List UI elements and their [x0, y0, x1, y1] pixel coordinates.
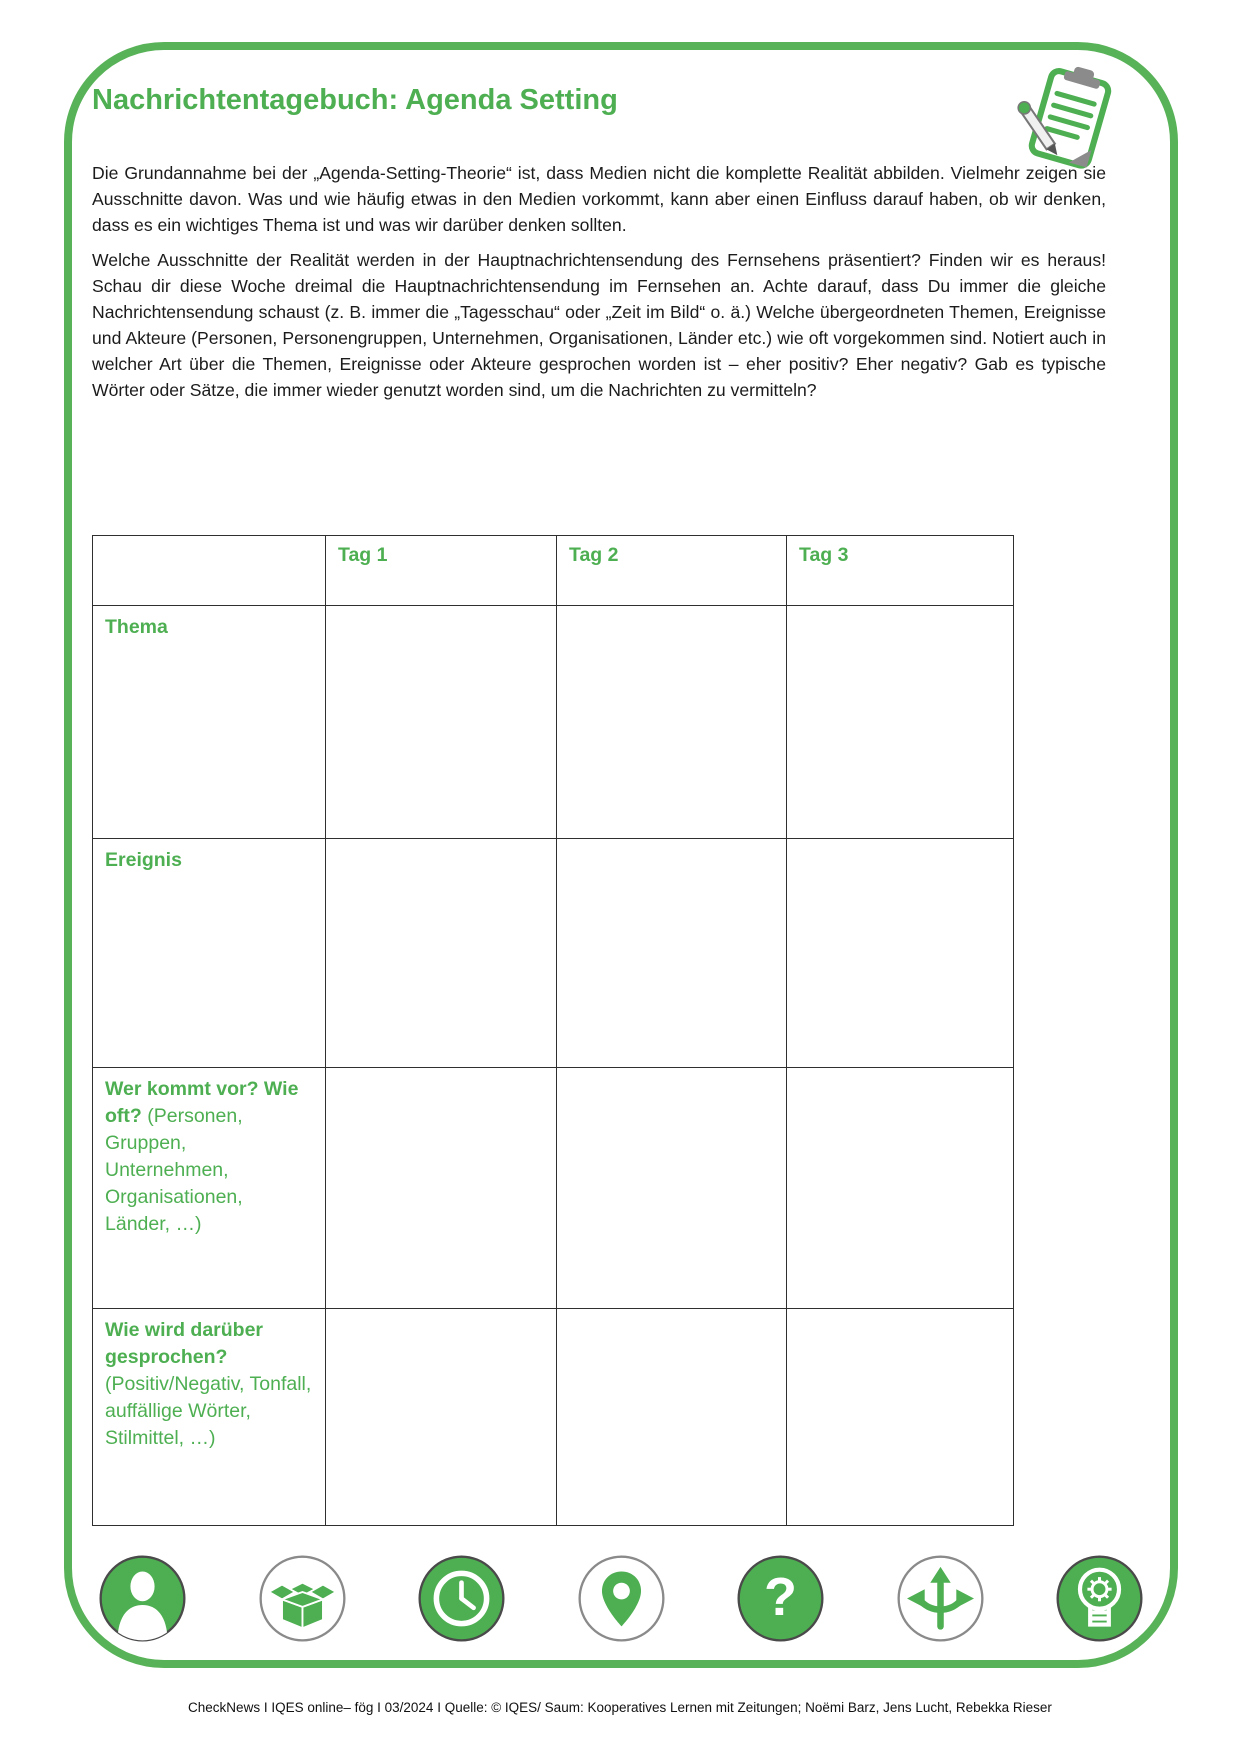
bottom-icon-row: [96, 1551, 1146, 1646]
direction-arrows-icon: [894, 1552, 987, 1645]
table-row: [93, 606, 1014, 839]
news-diary-table: [92, 535, 1014, 1526]
entry-cell-ereignis-tag3: [787, 839, 1014, 1068]
column-header-tag3: Tag 3: [787, 536, 1014, 606]
row-label-wie-gesprochen: Wie wird darüber gesprochen? (Positiv/Negativ, Tonfall, auffällige Wörter, Stilmittel, …): [93, 1309, 326, 1526]
row-label-wer-kommt-vor: Wer kommt vor? Wie oft? (Personen, Gruppen, Unternehmen, Organisationen, Länder, …): [93, 1068, 326, 1309]
row-label-ereignis: Ereignis: [93, 839, 326, 1068]
open-box-icon: [256, 1552, 349, 1645]
entry-cell-wer-tag1: [326, 1068, 557, 1309]
location-pin-icon: [575, 1552, 668, 1645]
entry-cell-wer-tag3: [787, 1068, 1014, 1309]
column-header-tag1: Tag 1: [326, 536, 557, 606]
entry-cell-thema-tag3: [787, 606, 1014, 839]
person-icon: [96, 1552, 189, 1645]
table-row: [93, 1068, 1014, 1309]
table-corner-cell: [93, 536, 326, 606]
column-header-tag2: Tag 2: [557, 536, 787, 606]
clock-icon: [415, 1552, 508, 1645]
intro-paragraph-1: Die Grundannahme bei der „Agenda-Setting-Theorie“ ist, dass Medien nicht die komplette Realität abbilden. Vielmehr zeigen sie Ausschnitte davon. Was und wie häufig etwas in den Medien vorkommt, kann aber einen Einfluss darauf haben, ob wir denken, dass es ein wichtiges Thema ist und was wir darüber denken sollten.: [92, 163, 1106, 235]
entry-cell-thema-tag2: [557, 606, 787, 839]
svg-text:?: ?: [764, 1567, 797, 1628]
intro-paragraph-2: Welche Ausschnitte der Realität werden in der Hauptnachrichtensendung des Fernsehens präsentiert? Finden wir es heraus! Schau dir diese Woche dreimal die Hauptnachrichtensendung im Fernsehen an. Achte darauf, dass Du immer die gleiche Nachrichtensendung schaust (z. B. immer die „Tagesschau“ oder „Zeit im Bild“ o. ä.) Welche übergeordneten Themen, Ereignisse und Akteure (Personen, Personengruppen, Unternehmen, Organisationen, Länder etc.) wie oft vorgekommen sind. Notiert auch in welcher Art über die Themen, Ereignisse oder Akteure gesprochen worden ist – eher positiv? Eher negativ? Gab es typische Wörter oder Sätze, die immer wieder genutzt worden sind, um die Nachrichten zu vermitteln?: [92, 250, 1106, 400]
entry-cell-wie-tag2: [557, 1309, 787, 1526]
entry-cell-thema-tag1: [326, 606, 557, 839]
footer-credit: CheckNews I IQES online– fög I 03/2024 I Quelle: © IQES/ Saum: Kooperatives Lernen mit Zeitungen; Noëmi Barz, Jens Lucht, Rebekka Rieser: [188, 1700, 1052, 1715]
page-title: Nachrichtentagebuch: Agenda Setting: [92, 84, 618, 116]
entry-cell-ereignis-tag1: [326, 839, 557, 1068]
row-label-thema: Thema: [93, 606, 326, 839]
entry-cell-wie-tag3: [787, 1309, 1014, 1526]
entry-cell-wer-tag2: [557, 1068, 787, 1309]
question-mark-icon: [734, 1552, 827, 1645]
entry-cell-ereignis-tag2: [557, 839, 787, 1068]
table-row: [93, 1309, 1014, 1526]
table-row: [93, 839, 1014, 1068]
entry-cell-wie-tag1: [326, 1309, 557, 1526]
intro-text: [92, 160, 1106, 412]
idea-lightbulb-icon: [1053, 1552, 1146, 1645]
